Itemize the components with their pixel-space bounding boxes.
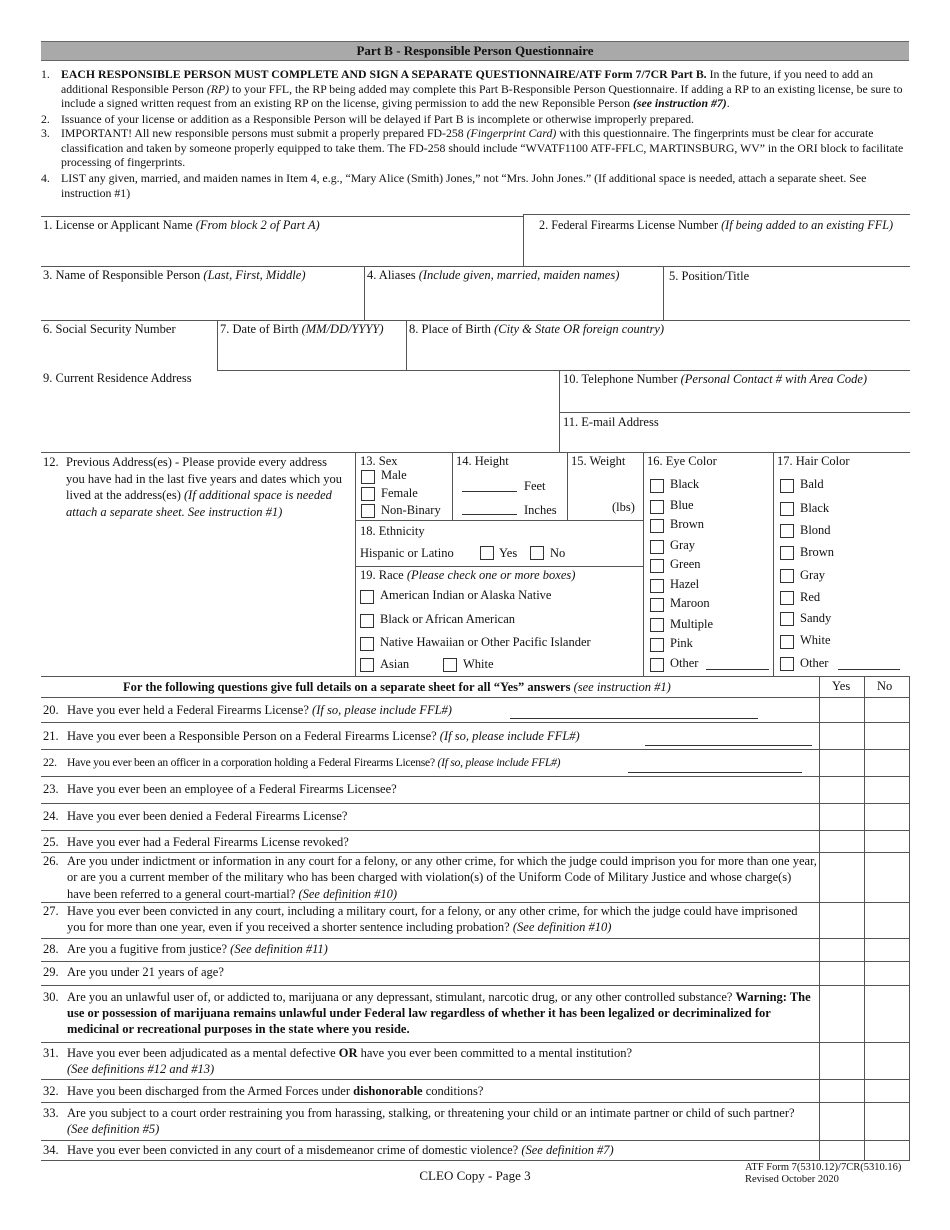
instruction-number: 4.: [41, 171, 50, 185]
instruction-3: [41, 126, 911, 170]
height-feet-unit: Feet: [524, 479, 546, 493]
q31-no-cell[interactable]: [865, 1043, 909, 1079]
eye-option-label: Gray: [670, 538, 695, 552]
q23-yes-cell[interactable]: [820, 777, 864, 803]
aliases-label: 4. Aliases (Include given, married, maiden names): [367, 268, 620, 282]
weight-unit: (lbs): [612, 500, 635, 514]
q33-yes-cell[interactable]: [820, 1103, 864, 1140]
sex-nonbinary-checkbox[interactable]: [361, 504, 375, 518]
place-of-birth-label: 8. Place of Birth (City & State OR foreign country): [409, 322, 665, 336]
race-american-indian-checkbox[interactable]: [360, 590, 374, 604]
sex-male-checkbox[interactable]: [361, 470, 375, 484]
race-white-checkbox[interactable]: [443, 658, 457, 672]
eye-option-label: Other: [670, 656, 699, 670]
instruction-number: 2.: [41, 112, 50, 126]
instruction-italic: (RP): [206, 81, 230, 96]
residence-address-label: 9. Current Residence Address: [43, 371, 192, 385]
hair-blond-checkbox[interactable]: [780, 524, 794, 538]
height-inches-unit: Inches: [524, 503, 557, 517]
eye-other-checkbox[interactable]: [650, 658, 664, 672]
hair-option-label: Sandy: [800, 611, 832, 625]
hispanic-latino-label: Hispanic or Latino: [360, 546, 454, 560]
q20-no-cell[interactable]: [865, 698, 909, 722]
instruction-bold: EACH RESPONSIBLE PERSON MUST COMPLETE AND SIGN A SEPARATE QUESTIONNAIRE/ATF Form 7/7CR Part B.: [61, 67, 707, 81]
eye-blue-checkbox[interactable]: [650, 500, 664, 514]
q24-no-cell[interactable]: [865, 804, 909, 830]
eye-hazel-checkbox[interactable]: [650, 579, 664, 593]
q28-yes-cell[interactable]: [820, 939, 864, 961]
hair-other-field[interactable]: [838, 669, 900, 670]
q31-yes-cell[interactable]: [820, 1043, 864, 1079]
question-31: 31. Have you ever been adjudicated as a mental defective OR have you ever been committed to a mental institution? (See definitions #12 and #13): [43, 1046, 633, 1076]
q27-yes-cell[interactable]: [820, 903, 864, 938]
instruction-italic: (Fingerprint Card): [466, 126, 557, 140]
q26-yes-cell[interactable]: [820, 853, 864, 902]
instruction-text: In the future, if you need to add an additional Responsible Person: [61, 67, 874, 96]
email-label: 11. E-mail Address: [563, 415, 659, 429]
weight-field[interactable]: [570, 470, 610, 516]
telephone-label: 10. Telephone Number (Personal Contact # with Area Code): [563, 372, 868, 386]
eye-option-label: Maroon: [670, 596, 710, 610]
q22-yes-cell[interactable]: [820, 750, 864, 776]
eye-color-label: 16. Eye Color: [647, 454, 717, 468]
instruction-number: 1.: [41, 67, 50, 81]
height-inches-field[interactable]: [462, 514, 517, 515]
eye-option-label: Brown: [670, 517, 705, 531]
instruction-text: .: [726, 96, 730, 110]
q25-no-cell[interactable]: [865, 831, 909, 852]
aliases-field[interactable]: [367, 285, 661, 318]
hispanic-yes-label: Yes: [499, 546, 518, 560]
hair-option-label: Other: [800, 656, 829, 670]
section-title: Part B - Responsible Person Questionnaire: [41, 41, 909, 61]
q29-yes-cell[interactable]: [820, 962, 864, 985]
sex-label: 13. Sex: [360, 454, 398, 468]
eye-option-label: Multiple: [670, 617, 714, 631]
place-of-birth-field[interactable]: [409, 338, 908, 368]
yes-column-header: Yes: [832, 679, 851, 693]
race-option-label: Asian: [380, 657, 410, 671]
sex-option-label: Female: [381, 486, 418, 500]
hispanic-yes-checkbox[interactable]: [480, 546, 494, 560]
hair-brown-checkbox[interactable]: [780, 546, 794, 560]
q22-ffl-field[interactable]: [628, 772, 802, 773]
eye-option-label: Pink: [670, 636, 693, 650]
eye-option-label: Hazel: [670, 577, 700, 591]
instruction-text: with this questionnaire. The fingerprints must be clear for accurate classification and taken by someone properly equipped to take them. The FD-258 should include “WVATF1100 ATF-FFLC, MARTINSBURG, WV” in the ORI block to facilitate processing of fingerprints.: [61, 126, 904, 169]
q30-yes-cell[interactable]: [820, 986, 864, 1042]
instruction-text: IMPORTANT! All new responsible persons must submit a properly prepared FD-258: [61, 126, 464, 140]
hair-bald-checkbox[interactable]: [780, 479, 794, 493]
q24-yes-cell[interactable]: [820, 804, 864, 830]
hair-red-checkbox[interactable]: [780, 591, 794, 605]
hispanic-no-checkbox[interactable]: [530, 546, 544, 560]
race-option-label: White: [463, 657, 494, 671]
q27-no-cell[interactable]: [865, 903, 909, 938]
question-29: 29. Are you under 21 years of age?: [43, 965, 224, 979]
email-field[interactable]: [562, 431, 908, 451]
previous-addresses-label: 12. Previous Address(es) - Please provide every address you have had in the last five years and dates which you lived at the address(es) (If additional space is needed attach a separate sheet. See instruction #1): [43, 455, 342, 519]
hispanic-no-label: No: [550, 546, 566, 560]
hair-option-label: Red: [800, 590, 821, 604]
q32-no-cell[interactable]: [865, 1080, 909, 1102]
sex-female-checkbox[interactable]: [361, 487, 375, 501]
hair-option-label: Brown: [800, 545, 835, 559]
hair-white-checkbox[interactable]: [780, 635, 794, 649]
eye-multiple-checkbox[interactable]: [650, 618, 664, 632]
hair-option-label: White: [800, 633, 831, 647]
eye-option-label: Blue: [670, 498, 694, 512]
eye-brown-checkbox[interactable]: [650, 519, 664, 533]
race-asian-checkbox[interactable]: [360, 658, 374, 672]
dob-field[interactable]: [220, 338, 404, 368]
eye-pink-checkbox[interactable]: [650, 638, 664, 652]
q29-no-cell[interactable]: [865, 962, 909, 985]
question-32: 32. Have you been discharged from the Armed Forces under dishonorable conditions?: [43, 1084, 484, 1098]
q20-yes-cell[interactable]: [820, 698, 864, 722]
question-26: 26. Are you under indictment or information in any court for a felony, or any other crime, for which the judge could imprison you for more than one year, or are you a current member of the military who has been charged with violation(s) of the Uniform Code of Military Justice and whose charge(s) have been referred to a general court-martial? (See definition #10): [43, 854, 817, 901]
q26-no-cell[interactable]: [865, 853, 909, 902]
q23-no-cell[interactable]: [865, 777, 909, 803]
ssn-field[interactable]: [44, 338, 214, 368]
eye-black-checkbox[interactable]: [650, 479, 664, 493]
hair-black-checkbox[interactable]: [780, 502, 794, 516]
race-label: 19. Race (Please check one or more boxes): [360, 568, 576, 582]
questions-header: For the following questions give full details on a separate sheet for all “Yes” answers (see instruction #1): [123, 680, 671, 694]
q21-yes-cell[interactable]: [820, 723, 864, 749]
instruction-text: to your FFL, the RP being added may complete this Part B-Responsible Person Questionnaire. If adding a RP to an existing license, be sure to include a signed written request from an existing RP on the license, giving permission to add the new Reponsible Person: [61, 81, 903, 110]
q25-yes-cell[interactable]: [820, 831, 864, 852]
q32-yes-cell[interactable]: [820, 1080, 864, 1102]
position-title-field[interactable]: [666, 285, 908, 318]
license-applicant-name-field[interactable]: [44, 234, 520, 264]
hair-other-checkbox[interactable]: [780, 657, 794, 671]
q28-no-cell[interactable]: [865, 939, 909, 961]
ffl-number-label: 2. Federal Firearms License Number (If being added to an existing FFL): [539, 218, 894, 232]
race-option-label: American Indian or Alaska Native: [380, 588, 552, 602]
question-33: 33. Are you subject to a court order restraining you from harassing, stalking, or threatening your child or an intimate partner or child of such partner? (See definition #5): [43, 1106, 795, 1136]
hair-option-label: Bald: [800, 477, 824, 491]
instruction-number: 3.: [41, 126, 50, 140]
height-feet-field[interactable]: [462, 491, 517, 492]
instruction-2: [41, 112, 911, 127]
instruction-ref: (see instruction #7): [632, 96, 727, 110]
eye-option-label: Black: [670, 477, 700, 491]
revision-date: Revised October 2020: [745, 1174, 839, 1185]
form-number: [745, 1162, 901, 1186]
responsible-person-name-label: 3. Name of Responsible Person (Last, First, Middle): [43, 268, 306, 282]
ssn-label: 6. Social Security Number: [43, 322, 176, 336]
q21-no-cell[interactable]: [865, 723, 909, 749]
race-option-label: Black or African American: [380, 612, 516, 626]
eye-other-field[interactable]: [706, 669, 769, 670]
instruction-text: Issuance of your license or addition as a Responsible Person will be delayed if Part B is incomplete or otherwise improperly prepared.: [61, 112, 694, 126]
question-20: 20. Have you ever held a Federal Firearms License? (If so, please include FFL#): [43, 703, 452, 717]
eye-gray-checkbox[interactable]: [650, 540, 664, 554]
sex-option-label: Non-Binary: [381, 503, 441, 517]
hair-option-label: Blond: [800, 523, 831, 537]
question-25: 25. Have you ever had a Federal Firearms License revoked?: [43, 835, 349, 849]
race-black-checkbox[interactable]: [360, 614, 374, 628]
question-34: 34. Have you ever been convicted in any court of a misdemeanor crime of domestic violence? (See definition #7): [43, 1143, 614, 1157]
page-footer: CLEO Copy - Page 3: [419, 1168, 531, 1183]
ethnicity-label: 18. Ethnicity: [360, 524, 425, 538]
form-id: ATF Form 7(5310.12)/7CR(5310.16): [745, 1162, 902, 1173]
hair-color-label: 17. Hair Color: [777, 454, 850, 468]
q33-no-cell[interactable]: [865, 1103, 909, 1140]
instruction-1: [41, 67, 911, 111]
responsible-person-name-field[interactable]: [44, 285, 362, 318]
eye-green-checkbox[interactable]: [650, 559, 664, 573]
q20-ffl-field[interactable]: [510, 718, 758, 719]
q21-ffl-field[interactable]: [645, 745, 812, 746]
hair-option-label: Gray: [800, 568, 825, 582]
license-applicant-name-label: 1. License or Applicant Name (From block 2 of Part A): [43, 218, 320, 232]
eye-option-label: Green: [670, 557, 701, 571]
question-30: 30. Are you an unlawful user of, or addicted to, marijuana or any depressant, stimulant, narcotic drug, or any other controlled substance? Warning: The use or possession of marijuana remains unlawful under Federal law regardless of whether it has been legalized or decriminalized for medicinal or recreational purposes in the state where you reside.: [43, 990, 811, 1036]
race-native-hawaiian-checkbox[interactable]: [360, 637, 374, 651]
q34-no-cell[interactable]: [865, 1141, 909, 1160]
instruction-4: [41, 171, 911, 200]
question-22: 22. Have you ever been an officer in a corporation holding a Federal Firearms License? (If so, please include FFL#): [43, 756, 561, 769]
question-28: 28. Are you a fugitive from justice? (See definition #11): [43, 942, 328, 956]
question-23: 23. Have you ever been an employee of a Federal Firearms Licensee?: [43, 782, 397, 796]
position-title-label: 5. Position/Title: [669, 269, 750, 283]
sex-option-label: Male: [381, 468, 407, 482]
instruction-text: LIST any given, married, and maiden names in Item 4, e.g., “Mary Alice (Smith) Jones,” not “Mrs. John Jones.” (If additional space is needed, attach a separate sheet. See instruction #1): [61, 171, 867, 200]
height-label: 14. Height: [456, 454, 509, 468]
hair-gray-checkbox[interactable]: [780, 569, 794, 583]
residence-address-field[interactable]: [44, 388, 556, 450]
q34-yes-cell[interactable]: [820, 1141, 864, 1160]
q22-no-cell[interactable]: [865, 750, 909, 776]
hair-sandy-checkbox[interactable]: [780, 612, 794, 626]
weight-label: 15. Weight: [571, 454, 626, 468]
no-column-header: No: [877, 679, 893, 693]
dob-label: 7. Date of Birth (MM/DD/YYYY): [220, 322, 384, 336]
hair-option-label: Black: [800, 501, 830, 515]
race-option-label: Native Hawaiian or Other Pacific Islander: [380, 635, 591, 649]
question-21: 21. Have you ever been a Responsible Person on a Federal Firearms License? (If so, please include FFL#): [43, 729, 580, 743]
q30-no-cell[interactable]: [865, 986, 909, 1042]
telephone-field[interactable]: [562, 388, 908, 410]
ffl-number-field[interactable]: [526, 234, 908, 264]
question-27: 27. Have you ever been convicted in any court, including a military court, for a felony, or any other crime, for which the judge could have imprisoned you for more than one year, even if you received a shorter sentence including probation? (See definition #10): [43, 904, 798, 934]
question-24: 24. Have you ever been denied a Federal Firearms License?: [43, 809, 348, 823]
eye-maroon-checkbox[interactable]: [650, 598, 664, 612]
